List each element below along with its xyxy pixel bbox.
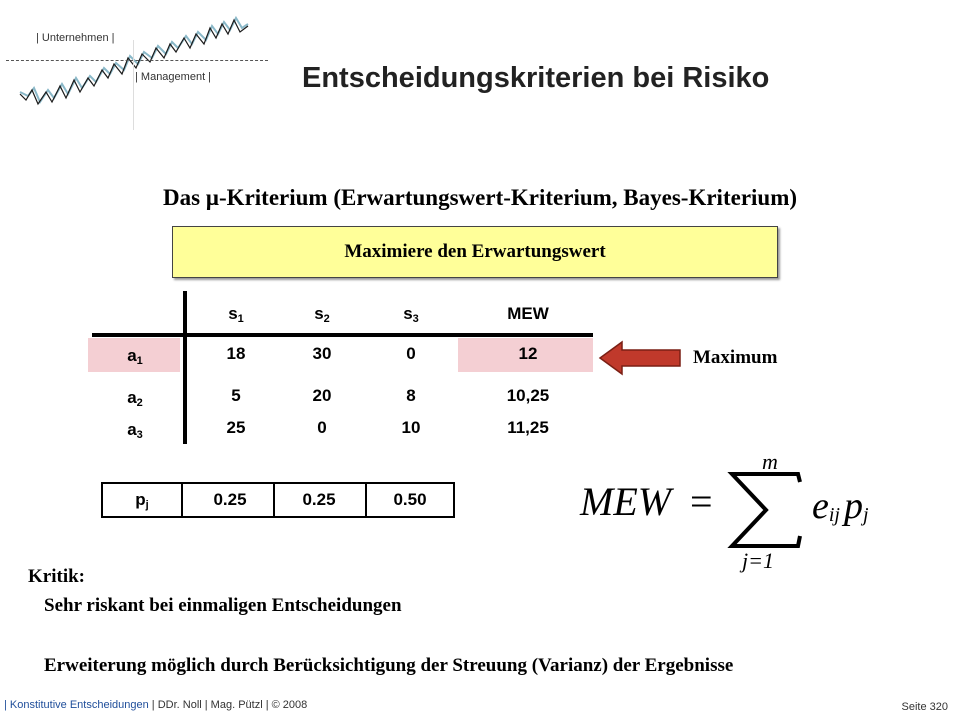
table-vertical-rule bbox=[183, 291, 187, 444]
sigma-icon bbox=[726, 472, 806, 548]
probability-value-1: 0.25 bbox=[213, 490, 247, 509]
probability-value-2: 0.25 bbox=[302, 490, 336, 509]
formula-equals: = bbox=[690, 479, 713, 524]
probability-divider bbox=[181, 484, 183, 516]
maximum-label: Maximum bbox=[693, 347, 778, 368]
page-number: Seite 320 bbox=[901, 701, 948, 713]
footer bbox=[4, 699, 307, 711]
row-label-a2: $a_2$ bbox=[127, 388, 143, 409]
stock-chart-logo bbox=[18, 8, 254, 108]
row-label-a1: $a_1$ bbox=[127, 346, 143, 367]
probability-table bbox=[101, 482, 455, 518]
cell-a1-mew: 12 bbox=[518, 344, 538, 363]
formula-lhs: MEW bbox=[580, 479, 672, 524]
brand-divider bbox=[6, 60, 268, 61]
cell-a2-s2: 20 bbox=[312, 386, 332, 405]
header-mew: MEW bbox=[507, 304, 549, 323]
left-arrow-icon bbox=[598, 338, 684, 378]
formula-term: $e_{ij}$ $p_j$ bbox=[812, 485, 869, 527]
footer-authors: | DDr. Noll | Mag. Pützl | © 2008 bbox=[148, 699, 308, 711]
footer-course: | Konstitutive Entscheidungen bbox=[4, 699, 149, 711]
kritik-line-2: Erweiterung möglich durch Berücksichtigung der Streuung (Varianz) der Ergebnisse bbox=[44, 655, 734, 676]
brand-bottom-label: | Management | bbox=[135, 71, 212, 83]
formula-sum-upper: m bbox=[762, 449, 778, 474]
cell-a3-s3: 10 bbox=[401, 418, 421, 437]
header-s1: $s_1$ bbox=[228, 304, 244, 325]
cell-a1-s1: 18 bbox=[226, 344, 246, 363]
section-subtitle: Das µ-Kriterium (Erwartungswert-Kriterium, Bayes-Kriterium) bbox=[162, 185, 798, 210]
highlight-box-text: Maximiere den Erwartungswert bbox=[344, 241, 606, 262]
brand-vertical-divider bbox=[133, 40, 134, 130]
kritik-heading: Kritik: bbox=[28, 566, 85, 587]
cell-a2-mew: 10,25 bbox=[506, 386, 550, 405]
header-s2: $s_2$ bbox=[314, 304, 330, 325]
cell-a3-mew: 11,25 bbox=[507, 418, 549, 437]
table-horizontal-rule bbox=[92, 333, 593, 337]
cell-a2-s3: 8 bbox=[406, 386, 416, 405]
formula-sum-lower: j=1 bbox=[742, 548, 774, 573]
page-title: Entscheidungskriterien bei Risiko bbox=[302, 62, 770, 94]
row-label-a3: $a_3$ bbox=[127, 420, 143, 441]
brand-top-label: | Unternehmen | bbox=[36, 32, 115, 44]
probability-value-3: 0.50 bbox=[393, 490, 427, 509]
cell-a3-s2: 0 bbox=[317, 418, 327, 437]
cell-a3-s1: 25 bbox=[226, 418, 246, 437]
probability-label: $p_j$ bbox=[135, 490, 149, 511]
highlight-box bbox=[172, 226, 778, 278]
header-s3: $s_3$ bbox=[403, 304, 419, 325]
cell-a1-s3: 0 bbox=[406, 344, 416, 363]
cell-a2-s1: 5 bbox=[231, 386, 241, 405]
kritik-line-1: Sehr riskant bei einmaligen Entscheidungen bbox=[44, 595, 402, 616]
cell-a1-s2: 30 bbox=[312, 344, 332, 363]
